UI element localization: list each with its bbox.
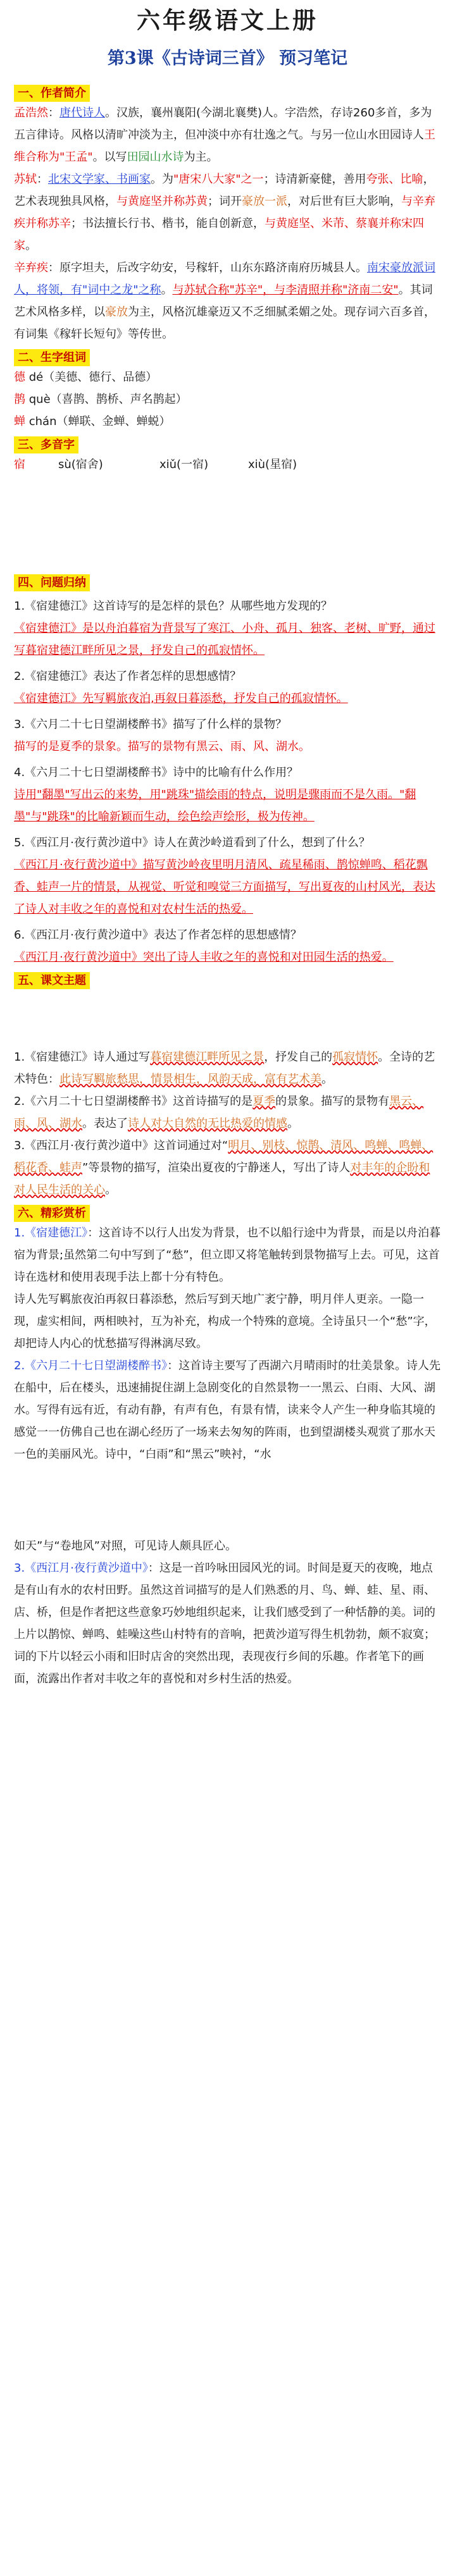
question: 2.《宿建德江》表达了作者怎样的思想感情？ <box>14 670 242 683</box>
section-heading: 三、多音字 <box>14 436 78 453</box>
answer: 描写的是夏季的景象。描写的景物有黑云、雨、风、湖水。 <box>14 740 310 753</box>
apprec-2b: 如天”与“卷地风”对照，可见诗人颇具匠心。 <box>14 1539 237 1553</box>
section-heading: 六、精彩赏析 <box>14 1205 90 1222</box>
theme-item: 3.《西江月·夜行黄沙道中》这首词通过对“明月、别枝、惊鹊、清风、鸣蝉、鸣蝉、稻花香、蛙声”等景物的描写，渲染出夏夜的宁静迷人，写出了诗人对丰年的企盼和对人民生活的关心。 <box>14 1139 433 1197</box>
spacer <box>14 476 441 570</box>
question: 1.《宿建德江》这首诗写的是怎样的景色？从哪些地方发现的？ <box>14 600 333 613</box>
vocab-row: 鹊 què（喜鹊、鹊桥、声名鹊起） <box>14 393 187 406</box>
apprec-1b: 诗人先写羁旅夜泊再叙日暮添愁，然后写到天地广袤宁静，明月伴人更亲。一隐一现，虚实相间，两相映衬，互为补充，构成一个特殊的意境。全诗虽只一个“愁”字，却把诗人内心的忧愁描写得淋漓尽致。 <box>14 1293 436 1350</box>
vocab-row: 德 dé（美德、德行、品德） <box>14 371 158 384</box>
author-sushi: 苏轼：北宋文学家、书画家。为"唐宋八大家"之一；诗清新豪健，善用夸张、比喻，艺术表现独具风格，与黄庭坚并称苏黄；词开豪放一派，对后世有巨大影响，与辛弃疾并称苏辛；书法擅长行书、楷书，能自创新意，与黄庭坚、米芾、蔡襄并称宋四家。 <box>14 173 435 252</box>
author-xqj: 辛弃疾：原字坦夫，后改字幼安，号稼轩，山东东路济南府历城县人。南宋豪放派词人，将领，有"词中之龙"之称。与苏轼合称"苏辛"，与李清照并称"济南二安"。其词艺术风格多样，以豪放为主，风格沉雄豪迈又不乏细腻柔媚之处。现存词六百多首，有词集《稼轩长短句》等传世。 <box>14 261 435 341</box>
section-author <box>14 81 441 345</box>
section-heading: 四、问题归纳 <box>14 574 90 591</box>
section-appreciation <box>14 1201 441 1690</box>
spacer <box>14 989 441 1046</box>
section-heading: 二、生字组词 <box>14 349 90 366</box>
question: 6.《西江月·夜行黄沙道中》表达了作者怎样的思想感情？ <box>14 928 302 942</box>
section-heading: 五、课文主题 <box>14 972 90 989</box>
section-vocab <box>14 345 441 433</box>
apprec-1: 1.《宿建德江》：这首诗不以行人出发为背景，也不以船行途中为背景，而是以舟泊暮宿为背景;虽然第二句中写到了“愁”，但立即又将笔触转到景物描写上去。可见，这首诗在选材和使用表现手法上都十分有特色。 <box>14 1226 441 1284</box>
section-poly <box>14 433 441 476</box>
theme-item: 2.《六月二十七日望湖楼醉书》这首诗描写的是夏季的景象。描写的景物有黑云、雨、风、湖水。表达了诗人对大自然的无比热爱的情感。 <box>14 1095 424 1130</box>
answer: 《宿建德江》是以舟泊暮宿为背景写了寒江、小舟、孤月、独客、老树、旷野，通过写暮宿建德江畔所见之景，抒发自己的孤寂情怀。 <box>14 622 435 657</box>
question: 5.《西江月·夜行黄沙道中》诗人在黄沙岭道看到了什么，想到了什么？ <box>14 836 370 849</box>
answer: 《西江月·夜行黄沙道中》描写黄沙岭夜里明月清风、疏星稀雨、鹊惊蝉鸣、稻花飘香、蛙声一片的情景，从视觉、听觉和嗅觉三方面描写，写出夏夜的山村风光，表达了诗人对丰收之年的喜悦和对农村生活的热爱。 <box>14 858 435 916</box>
page-title: 六年级语文上册 <box>137 6 318 34</box>
question: 3.《六月二十七日望湖楼醉书》描写了什么样的景物？ <box>14 718 287 731</box>
theme-item: 1.《宿建德江》诗人通过写暮宿建德江畔所见之景，抒发自己的孤寂情怀。全诗的艺术特色：此诗写羁旅愁思，情景相生，风韵天成，富有艺术美。 <box>14 1051 435 1086</box>
answer: 《西江月·夜行黄沙道中》突出了诗人丰收之年的喜悦和对田园生活的热爱。 <box>14 951 394 964</box>
section-heading: 一、作者简介 <box>14 85 90 102</box>
answer: 《宿建德江》先写羁旅夜泊,再叙日暮添愁，抒发自己的孤寂情怀。 <box>14 692 348 705</box>
section-themes <box>14 968 441 1201</box>
apprec-2: 2.《六月二十七日望湖楼醉书》：这首诗主要写了西湖六月晴雨时的壮美景象。诗人先在船中，后在楼头，迅速捕捉住湖上急剧变化的自然景物一一黑云、白雨、大风、湖水。写得有远有近，有动有静，有声有色，有景有情，读来令人产生一种身临其境的感觉一一仿佛自己也在湖心经历了一场来去匆匆的阵雨，也到望湖楼头观赏了那水天一色的美丽风光。诗中，“白雨”和“黑云”映衬，“水 <box>14 1359 441 1461</box>
answer: 诗用"翻墨"写出云的来势，用"跳珠"描绘雨的特点，说明是骤雨而不是久雨。"翻墨"与"跳珠"的比喻新颖而生动，绘色绘声绘形，极为传神。 <box>14 788 416 823</box>
apprec-3: 3.《西江月·夜行黄沙道中》：这是一首吟咏田园风光的词。时间是夏天的夜晚，地点是有山有水的农村田野。虽然这首词描写的是人们熟悉的月、鸟、蝉、蛙、星、雨、店、桥，但是作者把这些意象巧妙地组织起来，让我们感受到了一种恬静的美。词的上片以鹊惊、蝉鸣、蛙噪这些山村特有的音响，把黄沙道写得生机勃勃，颇不寂寞；词的下片以轻云小雨和旧时店舍的突然出现，表现夜行乡间的乐趣。作者笔下的画面，流露出作者对丰收之年的喜悦和对乡村生活的热爱。 <box>14 1562 435 1685</box>
vocab-row: 蝉 chán（蝉联、金蝉、蝉蜕） <box>14 415 171 428</box>
question: 4.《六月二十七日望湖楼醉书》诗中的比喻有什么作用？ <box>14 766 299 779</box>
spacer <box>14 1465 441 1535</box>
author-mhr: 孟浩然：唐代诗人。汉族，襄州襄阳(今湖北襄樊)人。字浩然，存诗260多首，多为五言律诗。风格以清旷冲淡为主，但冲淡中亦有壮逸之气。与另一位山水田园诗人王维合称为"王孟"。以写田园山水诗为主。 <box>14 106 435 164</box>
poly-row: 宿 sù(宿舍) xiǔ(一宿) xiù(星宿) <box>14 458 297 471</box>
page-subtitle: 第3课《古诗词三首》 预习笔记 <box>107 49 348 68</box>
section-questions <box>14 570 441 968</box>
